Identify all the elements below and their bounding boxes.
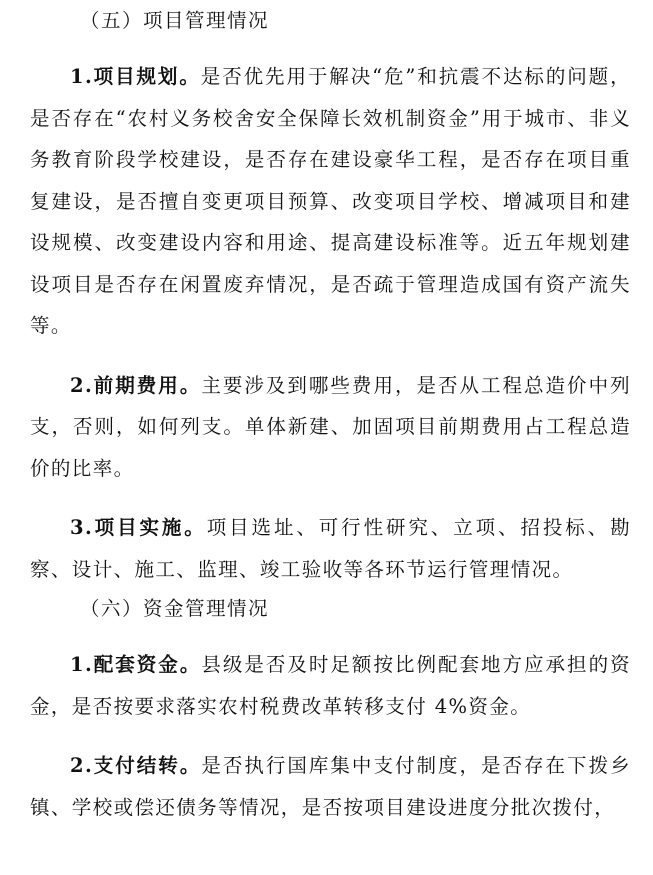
section-heading-5: （五）项目管理情况 bbox=[80, 9, 270, 32]
section-heading-6: （六）资金管理情况 bbox=[80, 597, 270, 620]
paragraph-lead: 2.前期费用。 bbox=[70, 373, 202, 397]
paragraph-lead: 1.项目规划。 bbox=[70, 65, 201, 88]
paragraph-text: 项目选址、可行性研究、立项、招投标、勘察、设计、施工、监理、竣工验收等各环节运行管理情况。 bbox=[30, 516, 631, 581]
paragraph-lead: 3.项目实施。 bbox=[70, 516, 207, 539]
paragraph-lead: 1.配套资金。 bbox=[70, 653, 202, 676]
paragraph-matching-funds bbox=[30, 644, 631, 727]
paragraph-text: 是否执行国库集中支付制度，是否存在下拨乡镇、学校或偿还债务等情况，是否按项目建设进度分批次拨付， bbox=[30, 754, 631, 819]
paragraph-lead: 2.支付结转。 bbox=[70, 754, 202, 777]
paragraph-payment-transfer bbox=[30, 745, 631, 828]
paragraph-text: 是否优先用于解决“危”和抗震不达标的问题，是否存在“农村义务校舍安全保障长效机制资金”用于城市、非义务教育阶段学校建设，是否存在建设豪华工程，是否存在项目重复建设，是否擅自变更项目预算、改变项目学校、增减项目和建设规模、改变建设内容和用途、提高建设标准等。近五年规划建设项目是否存在闲置废弃情况，是否疏于管理造成国有资产流失等。 bbox=[30, 65, 631, 337]
paragraph-text: 县级是否及时足额按比例配套地方应承担的资金，是否按要求落实农村税费改革转移支付 4%资金。 bbox=[30, 653, 631, 718]
paragraph-text: 主要涉及到哪些费用，是否从工程总造价中列支，否则，如何列支。单体新建、加固项目前期费用占工程总造价的比率。 bbox=[30, 373, 631, 480]
paragraph-project-planning bbox=[30, 56, 631, 347]
paragraph-project-implementation bbox=[30, 507, 631, 590]
paragraph-preliminary-costs bbox=[30, 365, 631, 490]
